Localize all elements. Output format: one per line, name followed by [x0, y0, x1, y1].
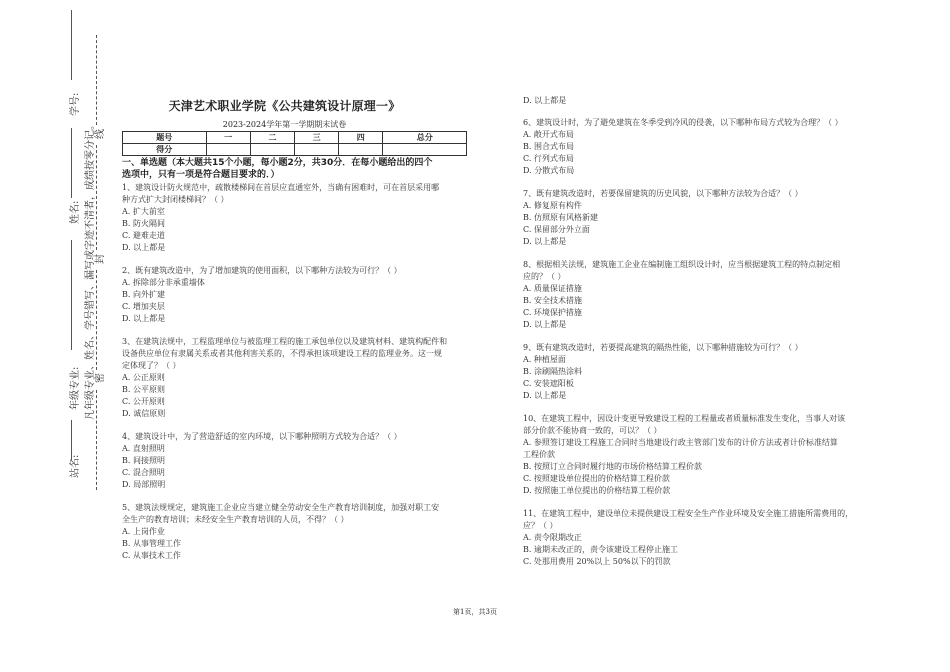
score-table — [122, 131, 467, 156]
answer-option[interactable]: C. 保留部分外立面 — [523, 225, 590, 234]
answer-option[interactable]: A. 敞开式布局 — [523, 130, 574, 139]
class-label: 年级专业: — [70, 366, 81, 410]
left-column — [122, 157, 467, 573]
exam-title: 天津艺术职业学院《公共建筑设计原理一》 — [168, 99, 401, 113]
question-block — [122, 182, 467, 254]
score-cell[interactable] — [206, 144, 250, 156]
binding-margin — [0, 0, 110, 672]
carryover-option: D. 以上都是 — [523, 96, 567, 105]
question-stem: 2、既有建筑改造中，为了增加建筑的使用面积，以下哪种方法较为可行？（ ） — [122, 266, 402, 275]
seal-mark-seal: 封 — [95, 254, 106, 264]
question-stem: 3、在建筑法规中，工程监理单位与被监理工程的施工承包单位以及建筑材料、建筑构配件和 — [122, 337, 448, 346]
school-label: 站名: — [70, 454, 81, 478]
score-header-cell: 四 — [339, 132, 383, 144]
question-stem: 设备供应单位有隶属关系或者其他利害关系的，不得承担该项建设工程的监理业务。这一规 — [122, 349, 442, 358]
answer-option[interactable]: C. 从事技术工作 — [122, 551, 181, 560]
question-stem: 6、建筑设计时，为了避免建筑在冬季受到冷风的侵袭，以下哪种布局方式较为合理？（ ） — [523, 118, 843, 127]
student-id-label: 学号: — [70, 92, 81, 116]
answer-option[interactable]: C. 混合照明 — [122, 468, 165, 477]
question-block — [523, 342, 868, 402]
question-block — [122, 502, 467, 562]
answer-option[interactable]: A. 直射照明 — [122, 444, 165, 453]
question-stem: 种方式扩大封闭楼梯间？（ ） — [122, 195, 229, 204]
class-underline — [71, 240, 72, 350]
name-label: 姓名: — [70, 200, 81, 224]
answer-option[interactable]: D. 以上都是 — [523, 237, 567, 246]
answer-option[interactable]: D. 诚信原则 — [122, 409, 166, 418]
right-column — [523, 95, 868, 579]
question-stem: 1、建筑设计防火规范中，疏散楼梯间在首层应直通室外，当确有困难时，可在首层采用哪 — [122, 183, 440, 192]
score-header-cell: 三 — [294, 132, 338, 144]
score-header-cell: 题号 — [123, 132, 207, 144]
seal-mark-secret: 密 — [95, 373, 106, 383]
answer-option[interactable]: A. 公正原则 — [122, 373, 165, 382]
answer-option[interactable]: B. 从事管理工作 — [122, 539, 181, 548]
question-stem: 7、既有建筑改造时，若要保留建筑的历史风貌，以下哪种方法较为合适？（ ） — [523, 189, 803, 198]
answer-option[interactable]: B. 安全技术措施 — [523, 296, 582, 305]
question-stem: 8、根据相关法规，建筑施工企业在编制施工组织设计时，应当根据建筑工程的特点制定相 — [523, 260, 841, 269]
answer-option[interactable]: B. 公平原则 — [122, 385, 165, 394]
question-block — [523, 117, 868, 177]
answer-option[interactable]: B. 涂刷隔热涂料 — [523, 367, 582, 376]
answer-option[interactable]: C. 安装遮阳板 — [523, 379, 574, 388]
answer-option[interactable]: B. 逾期未改正的，责令该建设工程停止施工 — [523, 545, 678, 554]
page-footer: 第1页，共3页 — [453, 608, 497, 616]
answer-option[interactable]: C. 环境保护措施 — [523, 308, 582, 317]
question-block — [122, 336, 467, 420]
seal-line-lower — [96, 270, 97, 370]
answer-option[interactable]: C. 公开原则 — [122, 397, 165, 406]
answer-option[interactable]: B. 围合式布局 — [523, 142, 574, 151]
question-stem: 全生产的教育培训；未经安全生产教育培训的人员，不得？（ ） — [122, 515, 349, 524]
answer-option[interactable]: D. 局部照明 — [122, 480, 166, 489]
binding-notice: 凡年级专业、姓名、学号错写、漏写或字迹不清者，成绩按零分记。 — [85, 120, 96, 420]
score-cell[interactable] — [294, 144, 338, 156]
name-underline — [71, 128, 72, 198]
answer-option[interactable]: B. 间接照明 — [122, 456, 165, 465]
student-id-underline — [71, 10, 72, 80]
question-stem: 10、在建筑工程中，因设计变更导致建设工程的工程量或者质量标准发生变化，当事人对该 — [523, 414, 846, 423]
answer-option[interactable]: D. 按照施工单位提出的价格结算工程价款 — [523, 486, 671, 495]
seal-line-bottom — [96, 390, 97, 490]
question-stem: 9、既有建筑改造时，若要提高建筑的隔热性能，以下哪种措施较为可行？（ ） — [523, 343, 803, 352]
score-header-cell: 二 — [250, 132, 294, 144]
score-row-label: 得分 — [123, 144, 207, 156]
score-table-score-row — [123, 144, 467, 156]
question-block — [523, 188, 868, 248]
school-underline — [71, 420, 72, 460]
answer-option[interactable]: A. 责令限期改正 — [523, 533, 582, 542]
exam-subtitle: 2023-2024学年第一学期期末试卷 — [222, 120, 347, 129]
question-stem: 应？（ ） — [523, 521, 558, 530]
section-heading — [122, 157, 467, 181]
section-heading-line: 一、单选题（本大题共15个小题，每小题2分，共30分．在每小题给出的四个 — [122, 158, 433, 168]
answer-option[interactable]: A. 拆除部分非承重墙体 — [122, 278, 205, 287]
left-question-list — [122, 182, 467, 562]
answer-option[interactable]: D. 以上都是 — [523, 391, 567, 400]
question-stem: 部分价款不能协商一致的，可以？（ ） — [523, 426, 662, 435]
score-cell[interactable] — [250, 144, 294, 156]
answer-option[interactable]: A. 种植屋面 — [523, 355, 566, 364]
question-block — [523, 259, 868, 331]
score-header-cell: 总分 — [383, 132, 467, 144]
answer-option[interactable]: D. 以上都是 — [122, 243, 166, 252]
seal-line-middle — [96, 145, 97, 250]
answer-option[interactable]: 工程价款 — [523, 450, 555, 459]
answer-option[interactable]: C. 避难走道 — [122, 231, 165, 240]
section-heading-line: 选项中，只有一项是符合题目要求的．） — [122, 170, 280, 180]
score-cell[interactable] — [339, 144, 383, 156]
score-cell[interactable] — [383, 144, 467, 156]
answer-option[interactable]: A. 质量保证措施 — [523, 284, 582, 293]
answer-option[interactable]: D. 以上都是 — [122, 314, 166, 323]
question-block — [122, 265, 467, 325]
question-block — [523, 508, 868, 568]
answer-option[interactable]: B. 防火隔间 — [122, 219, 165, 228]
answer-option[interactable]: C. 按照建设单位提出的价格结算工程价款 — [523, 474, 670, 483]
answer-option[interactable]: C. 增加夹层 — [122, 302, 165, 311]
answer-option[interactable]: A. 上岗作业 — [122, 527, 165, 536]
score-table-header-row — [123, 132, 467, 144]
answer-option[interactable]: C. 行列式布局 — [523, 154, 574, 163]
seal-line-top — [96, 35, 97, 125]
answer-option[interactable]: D. 分散式布局 — [523, 166, 575, 175]
answer-option[interactable]: B. 向外扩建 — [122, 290, 165, 299]
answer-option[interactable]: A. 参照签订建设工程施工合同时当地建设行政主管部门发布的计价方法或者计价标准结算 — [523, 438, 838, 447]
answer-option[interactable]: A. 修复原有构件 — [523, 201, 582, 210]
question-block — [523, 413, 868, 497]
answer-option[interactable]: A. 扩大前室 — [122, 207, 165, 216]
answer-option[interactable]: B. 仿照原有风格新建 — [523, 213, 598, 222]
seal-mark-line: 线 — [95, 129, 106, 139]
answer-option[interactable]: C. 处那用费用 20%以上 50%以下的罚款 — [523, 557, 671, 566]
answer-option[interactable]: B. 按照订立合同时履行地的市场价格结算工程价款 — [523, 462, 702, 471]
score-header-cell: 一 — [206, 132, 250, 144]
question-stem: 应的？（ ） — [523, 272, 566, 281]
question-block — [122, 431, 467, 491]
answer-option[interactable]: D. 以上都是 — [523, 320, 567, 329]
question-stem: 4、建筑设计中，为了营造舒适的室内环境，以下哪种照明方式较为合适？（ ） — [122, 432, 402, 441]
right-question-list — [523, 117, 868, 568]
question-stem: 定体现了？（ ） — [122, 361, 181, 370]
question-stem: 5、建筑法规规定，建筑施工企业应当建立健全劳动安全生产教育培训制度，加强对职工安 — [122, 503, 440, 512]
question-stem: 11、在建筑工程中，建设单位未提供建设工程安全生产作业环境及安全施工措施所需费用的， — [523, 509, 854, 518]
